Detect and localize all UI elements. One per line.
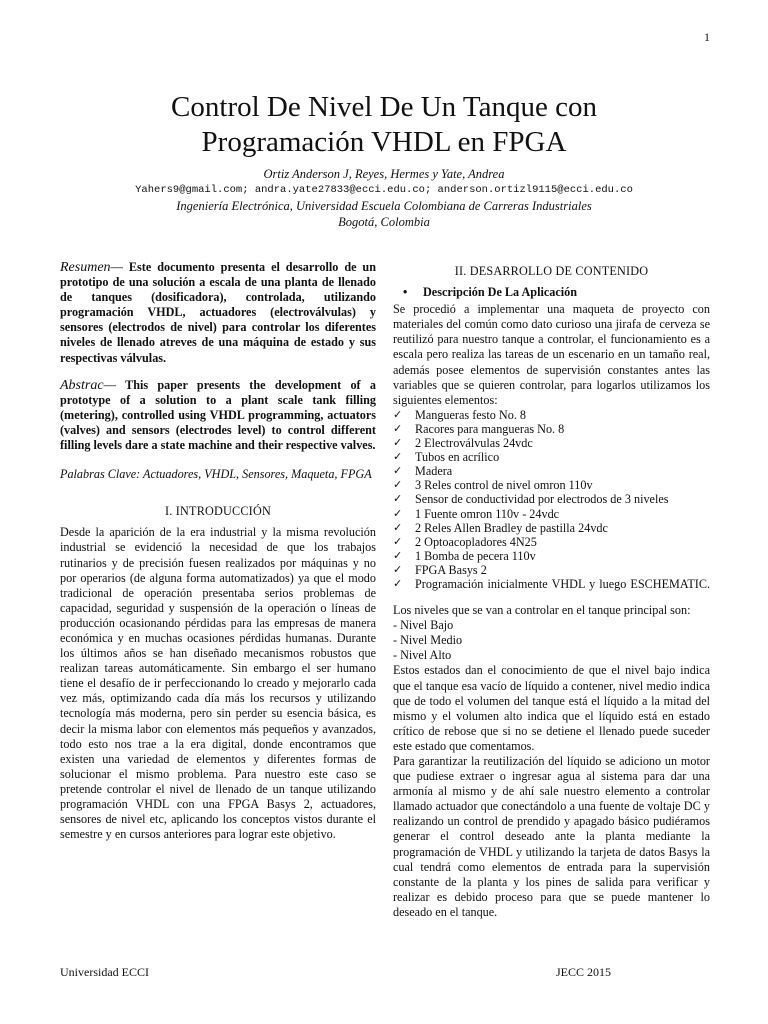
list-item [393,563,710,577]
location: Bogotá, Colombia [338,215,430,229]
check-icon: ✓ [393,421,403,435]
level-item: - Nivel Bajo [393,618,454,633]
title-line-1: Control De Nivel De Un Tanque con [171,91,597,123]
list-item-text: 2 Reles Allen Bradley de pastilla 24vdc [415,520,608,535]
level-item: - Nivel Medio [393,633,463,648]
keywords: Palabras Clave: Actuadores, VHDL, Sensores, Maqueta, FPGA [60,467,372,482]
check-icon: ✓ [393,478,403,492]
list-item-text: 1 Bomba de pecera 110v [415,548,536,563]
list-item [393,535,710,549]
list-item-text: Tubos en acrílico [415,450,500,465]
subheading-description [403,285,710,300]
list-item [393,521,710,535]
check-icon: ✓ [393,464,403,478]
check-icon: ✓ [393,562,403,576]
check-icon: ✓ [393,407,403,421]
level-item: - Nivel Alto [393,648,452,663]
footer-conference: JECC 2015 [556,965,612,979]
list-item-text: Mangueras festo No. 8 [415,407,527,422]
subheading-text: Descripción De La Aplicación [423,285,578,300]
reuse-paragraph: Para garantizar la reutilización del líquido se adiciono un motor que pudiese extraer o ingresar agua al sistema para dar una armonía al mismo y de ahí sale nuestro elemento a controlar llamado actuador que conectándolo a una fuente de voltaje DC y realizando un control de prendido y apagado básico pudiéramos generar el control deseado ante la planta mediante la programación de VHDL y utilizando la tarjeta de datos Basys la cual tendrá como elementos de entrada para la supervisión constante de la planta y los pines de salida para verificar y realizar es debido proceso para que se puede mantener lo deseado en el tanque. [393,754,710,919]
check-icon: ✓ [393,492,403,506]
list-item [393,492,710,506]
list-item [393,577,710,591]
list-item-text: FPGA Basys 2 [415,562,487,577]
resumen [60,260,376,366]
intro-paragraph: Desde la aparición de la era industrial y la misma revolución industrial se evidenció la necesidad de que los trabajos rutinarios y de precisión fuesen realizados por máquinas y no por operarios (de alguna forma automatizados) ya que el modo tradicional de operación presentaba serios problemas de capacidad, seguridad y suspensión de la operación o líneas de producción ocasionando pérdidas para las empresas de manera económica y en muchas ocasiones pérdidas humanas. Durante los últimos años se han diseñado mecanismos robustos que realizan tareas automáticamente. Sin embargo el ser humano tiene el desafío de ir perfeccionando lo creado y mejorarlo cada vez más, optimizando cada día más los recursos y utilizando tecnología más moderna, pero sin perder su esencia básica, es decir la misma labor con elementos más pequeños y avanzados, todo esto nos trae a la era digital, donde encontramos que existen una variedad de elementos y diferentes formas de solucionar el mismo problema. Para nuestro este caso se pretende controlar el nivel de llenado de un tanque utilizando programación VHDL con una FPGA Basys 2, actuadores, sensores de nivel etc, aplicando los conceptos vistos durante el semestre y en cursos anteriores para lograr este objetivo. [60,525,376,842]
levels-intro: Los niveles que se van a controlar en el tanque principal son: [393,603,691,618]
paper-title [0,90,768,160]
list-item-text: Sensor de conductividad por electrodos de 3 niveles [415,492,669,507]
list-item-text: Programación inicialmente VHDL y luego ESCHEMATIC. [415,576,710,591]
page-number: 1 [704,30,710,44]
list-item [393,408,710,422]
title-line-2: Programación VHDL en FPGA [201,126,567,158]
check-icon: ✓ [393,436,403,450]
states-paragraph: Estos estados dan el conocimiento de que el nivel bajo indica que el tanque esa vacío de líquido a contener, nivel medio indica que de todo el volumen del tanque está el líquido a la mitad del mismo y el volumen alto indica que el líquido está en estado crítico de rebose que si no se detiene el llenado puede suceder este estado que comentamos. [393,663,710,753]
list-item-text: Racores para mangueras No. 8 [415,421,565,436]
bullet-icon: • [403,285,408,300]
elements-list [393,408,710,591]
list-item [393,422,710,436]
abstract-text: This paper presents the development of a prototype of a solution to a plant scale tank filling (metering), controlled using VHDL programming, actuators (valves) and sensors (electrodes level) to control different filling levels dare a state machine and their respective valves. [60,377,376,453]
affiliation: Ingeniería Electrónica, Universidad Escuela Colombiana de Carreras Industriales [176,199,592,213]
list-item-text: Madera [415,464,453,479]
abstract [60,378,376,453]
list-item-text: 2 Electroválvulas 24vdc [415,436,533,451]
list-item [393,478,710,492]
footer-institution: Universidad ECCI [60,965,149,979]
list-item-text: 2 Optoacopladores 4N25 [415,534,537,549]
check-icon: ✓ [393,450,403,464]
check-icon: ✓ [393,506,403,520]
resumen-text: Este documento presenta el desarrollo de un prototipo de una solución a escala de una planta de llenado de tanques (dosificadora), controlada, utilizando programación VHDL, actuadores (electroválvulas) y sensores (electrodos de nivel) para controlar los diferentes niveles de llenado atreves de una máquina de estado y sus respectivas válvulas. [60,260,376,365]
list-item [393,507,710,521]
check-icon: ✓ [393,576,403,590]
right-column [393,260,710,920]
app-paragraph: Se procedió a implementar una maqueta de proyecto con materiales del común como dato curioso una jirafa de cerveza se reutilizó para nuestro tanque a controlar, el funcionamiento es a escala pero realiza las tareas de un escenario en un tamaño real, además posee elementos de supervisión constantes antes las variables que se quieren controlar, para logarlos utilizamos los siguientes elementos: [393,302,710,407]
resumen-lead: Resumen— [60,260,123,275]
check-icon: ✓ [393,520,403,534]
abstract-lead: Abstrac— [60,377,116,393]
author-emails: Yahers9@gmail.com; andra.yate27833@ecci.edu.co; anderson.ortizl9115@ecci.edu.co [135,184,633,196]
list-item [393,464,710,478]
author-block [0,166,768,230]
check-icon: ✓ [393,534,403,548]
list-item-text: 3 Reles control de nivel omron 110v [415,478,593,493]
section-2-heading: II. DESARROLLO DE CONTENIDO [454,264,649,278]
author-names: Ortiz Anderson J, Reyes, Hermes y Yate, Andrea [263,167,505,181]
list-item [393,450,710,464]
left-column [60,260,376,842]
list-item [393,436,710,450]
list-item-text: 1 Fuente omron 110v - 24vdc [415,506,560,521]
list-item [393,549,710,563]
section-1-heading: I. INTRODUCCIÓN [165,504,271,519]
check-icon: ✓ [393,548,403,562]
